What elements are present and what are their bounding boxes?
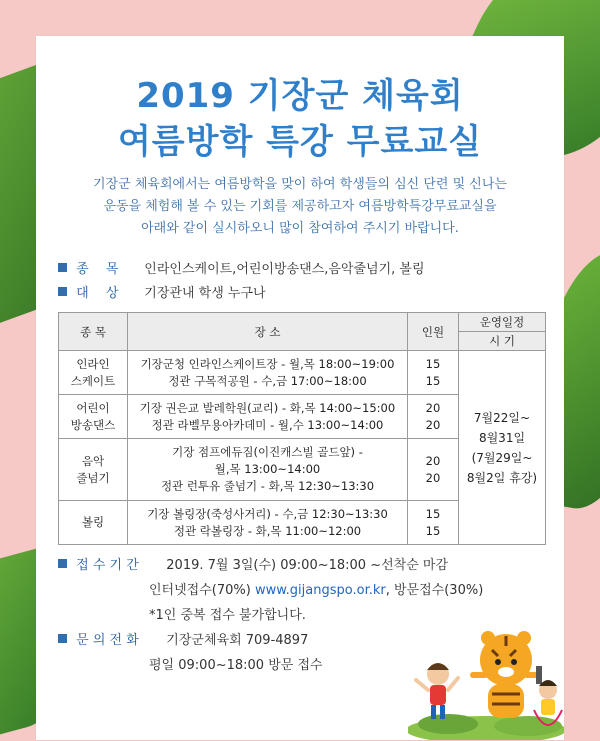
header-schedule: 운영일정 (459, 313, 546, 332)
place-text: 정관 구목적공원 - 수,금 17:00~18:00 (168, 373, 367, 388)
schedule-table (58, 312, 546, 545)
type-cell (59, 439, 128, 501)
count-text: 20 (425, 470, 441, 485)
reception-website-link[interactable]: www.gijangspo.or.kr (254, 583, 386, 598)
header-count: 인원 (408, 313, 459, 351)
place-text: 정관 런투유 줄넘기 - 화,목 12:30~13:30 (160, 479, 375, 493)
type-text: 스케이트 (70, 373, 116, 388)
count-text: 15 (425, 523, 441, 538)
type-text: 인라인 (76, 356, 110, 371)
header-time: 시 기 (459, 332, 546, 351)
info-target-row (58, 282, 266, 301)
type-text: 음악 (81, 453, 105, 468)
count-cell (408, 501, 459, 545)
contact-hours: 평일 09:00~18:00 방문 접수 (149, 658, 323, 673)
place-cell (128, 351, 408, 395)
period-text: 8월31일 (478, 430, 526, 445)
table-row (59, 351, 546, 395)
period-text: 7월22일~ (473, 410, 531, 425)
bullet-square-icon (58, 559, 67, 568)
reception-value: 2019. 7월 3일(수) 09:00~18:00 ~선착순 마감 (166, 558, 449, 573)
place-cell (128, 501, 408, 545)
count-text: 20 (425, 417, 441, 432)
reception-visit-text: , 방문접수(30%) (385, 583, 484, 598)
count-text: 20 (425, 453, 441, 468)
intro-paragraph (36, 174, 564, 240)
place-text: 기장 볼링장(죽성사거리) - 수,금 12:30~13:30 (147, 506, 388, 521)
type-cell (59, 351, 128, 395)
reception-online-text: 인터넷접수(70%) (149, 583, 255, 598)
intro-line: 기장군 체육회에서는 여름방학을 맞이 하여 학생들의 심신 단련 및 신나는 (93, 177, 507, 192)
place-text: 정관 라벨무용아카데미 - 월,수 13:00~14:00 (151, 417, 384, 432)
info-target-value: 기장관내 학생 누구나 (144, 286, 266, 301)
reception-channels (149, 579, 483, 598)
header-place: 장 소 (128, 313, 408, 351)
type-text: 어린이 (76, 400, 110, 415)
place-text: 정관 락볼링장 - 화,목 11:00~12:00 (173, 523, 362, 538)
place-text: 기장군청 인라인스케이트장 - 월,목 18:00~19:00 (140, 356, 395, 371)
poster-title-line2: 여름방학 특강 무료교실 (117, 122, 483, 162)
type-text: 볼링 (81, 515, 105, 529)
place-cell (128, 439, 408, 501)
type-cell (59, 501, 128, 545)
place-text: 월,목 13:00~14:00 (214, 462, 321, 476)
type-text: 줄넘기 (76, 470, 110, 485)
count-text: 15 (425, 356, 441, 371)
bullet-square-icon (58, 263, 67, 272)
period-text: 8월2일 휴강) (466, 470, 538, 485)
reception-note: *1인 중복 접수 불가합니다. (149, 608, 306, 623)
count-cell (408, 395, 459, 439)
count-cell (408, 439, 459, 501)
info-subject-row (58, 258, 425, 277)
contact-row (58, 629, 308, 648)
poster-title-line1: 2019 기장군 체육회 (136, 76, 464, 116)
count-text: 20 (425, 400, 441, 415)
bullet-square-icon (58, 287, 67, 296)
period-cell (459, 351, 546, 545)
place-text: 기장 권은교 발레학원(교리) - 화,목 14:00~15:00 (139, 400, 396, 415)
poster-card (36, 36, 564, 740)
count-cell (408, 351, 459, 395)
period-text: (7월29일~ (471, 450, 533, 465)
bullet-square-icon (58, 634, 67, 643)
contact-label: 문 의 전 화 (76, 633, 139, 648)
reception-label: 접 수 기 간 (76, 558, 139, 573)
contact-value: 기장군체육회 709-4897 (166, 633, 309, 648)
type-text: 방송댄스 (70, 417, 116, 432)
header-type: 종 목 (59, 313, 128, 351)
count-text: 15 (425, 373, 441, 388)
reception-row (58, 554, 448, 573)
info-subject-value: 인라인스케이트,어린이방송댄스,음악줄넘기, 볼링 (144, 262, 425, 277)
info-subject-label: 종 목 (76, 262, 119, 277)
intro-line: 운동을 체험해 볼 수 있는 기회를 제공하고자 여름방학특강무료교실을 (103, 199, 497, 214)
kids-tiger-illustration (408, 602, 564, 740)
intro-line: 아래와 같이 실시하오니 많이 참여하여 주시기 바랍니다. (141, 221, 459, 236)
place-text: 기장 점프에듀짐(이진캐스빌 골드앞) - (172, 445, 363, 459)
place-cell (128, 395, 408, 439)
info-target-label: 대 상 (76, 286, 119, 301)
type-cell (59, 395, 128, 439)
count-text: 15 (425, 506, 441, 521)
